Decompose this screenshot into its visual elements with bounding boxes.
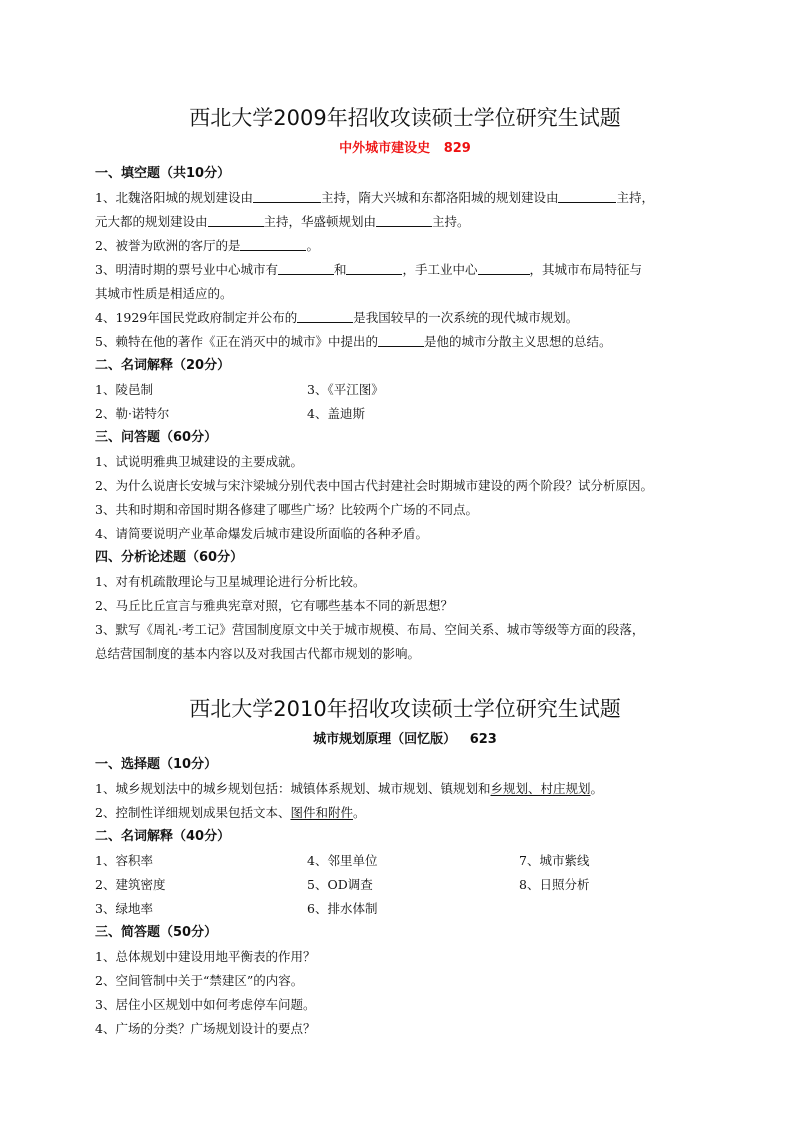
term-item xyxy=(519,897,715,921)
question-text: 主持，隋大兴城和东都洛阳城的规划建设由 xyxy=(320,190,559,205)
section-heading: 一、选择题（10分） xyxy=(95,757,218,772)
question-text: 和 xyxy=(333,262,347,277)
exam-subject: 城市规划原理（回忆版） 623 xyxy=(313,732,497,747)
question-text: 元大都的规划建设由 xyxy=(95,214,208,229)
answer-blank xyxy=(478,260,530,275)
answer-blank xyxy=(253,188,321,203)
answer-blank xyxy=(378,332,424,347)
question-item: 2、马丘比丘宣言与雅典宪章对照，它有哪些基本不同的新思想？ xyxy=(95,598,453,613)
question-text: 是他的城市分散主义思想的总结。 xyxy=(423,334,612,349)
question-text: 。 xyxy=(306,238,319,253)
exam-2009 xyxy=(95,100,715,666)
answer-blank xyxy=(558,188,616,203)
question-item: 1、试说明雅典卫城建设的主要成就。 xyxy=(95,454,303,469)
question-item xyxy=(95,258,715,306)
answer-blank xyxy=(240,236,306,251)
term-item: 6、排水体制 xyxy=(307,901,378,916)
section-heading: 一、填空题（共10分） xyxy=(95,166,231,181)
question-text: 其城市性质是相适应的。 xyxy=(95,286,233,301)
answer-blank xyxy=(278,260,334,275)
term-item: 4、邻里单位 xyxy=(307,853,378,868)
question-text: 是我国较早的一次系统的现代城市规划。 xyxy=(353,310,579,325)
question-item: 3、居住小区规划中如何考虑停车问题。 xyxy=(95,997,316,1012)
exam-subject: 中外城市建设史 829 xyxy=(339,141,471,156)
question-item: 3、默写《周礼·考工记》营国制度原文中关于城市规模、布局、空间关系、城市等级等方面的段落， xyxy=(95,622,645,637)
question-item xyxy=(95,234,715,258)
section-heading: 二、名词解释（40分） xyxy=(95,829,231,844)
question-text: 主持，华盛顿规划由 xyxy=(263,214,377,229)
answer-blank xyxy=(346,260,402,275)
question-item: 4、广场的分类？广场规划设计的要点？ xyxy=(95,1021,316,1036)
exam-title: 西北大学2010年招收攻读硕士学位研究生试题 xyxy=(189,697,621,721)
question-text: 。 xyxy=(352,805,366,820)
question-item xyxy=(95,306,715,330)
question-item: 2、空间管制中关于“禁建区”的内容。 xyxy=(95,973,304,988)
section-heading: 四、分析论述题（60分） xyxy=(95,550,244,565)
question-item xyxy=(95,330,715,354)
question-text: 1、城乡规划法中的城乡规划包括：城镇体系规划、城市规划、镇规划和 xyxy=(95,781,491,796)
question-item xyxy=(95,186,715,234)
term-item: 7、城市紫线 xyxy=(519,853,590,868)
question-item: 总结营国制度的基本内容以及对我国古代都市规划的影响。 xyxy=(95,646,421,661)
question-item: 3、共和时期和帝国时期各修建了哪些广场？比较两个广场的不同点。 xyxy=(95,502,478,517)
underlined-answer: 图件和附件 xyxy=(290,805,353,820)
term-item: 5、OD调查 xyxy=(307,877,373,892)
question-text: 2、被誉为欧洲的客厅的是 xyxy=(95,238,241,253)
term-item: 2、建筑密度 xyxy=(95,877,166,892)
term-item: 4、盖迪斯 xyxy=(307,406,365,421)
section-heading: 三、简答题（50分） xyxy=(95,925,218,940)
term-item: 8、日照分析 xyxy=(519,877,590,892)
question-text: 4、1929年国民党政府制定并公布的 xyxy=(95,310,298,325)
term-item: 1、陵邑制 xyxy=(95,382,153,397)
question-text: 3、明清时期的票号业中心城市有 xyxy=(95,262,278,277)
question-text: 1、北魏洛阳城的规划建设由 xyxy=(95,190,253,205)
term-list xyxy=(95,849,715,921)
question-text: ，其城市布局特征与 xyxy=(529,262,643,277)
section-heading: 三、问答题（60分） xyxy=(95,430,218,445)
term-item: 3、《平江图》 xyxy=(307,382,384,397)
term-item: 3、绿地率 xyxy=(95,901,153,916)
question-item: 2、为什么说唐长安城与宋汴梁城分别代表中国古代封建社会时期城市建设的两个阶段？试分析原因。 xyxy=(95,478,653,493)
underlined-answer: 乡规划、村庄规划 xyxy=(490,781,591,796)
question-item: 1、总体规划中建设用地平衡表的作用？ xyxy=(95,949,316,964)
question-text: 5、赖特在他的著作《正在消灭中的城市》中提出的 xyxy=(95,334,378,349)
answer-blank xyxy=(376,212,432,227)
question-item xyxy=(95,777,715,801)
question-text: 。 xyxy=(590,781,603,796)
question-text: 主持， xyxy=(616,190,654,205)
answer-blank xyxy=(297,308,353,323)
answer-blank xyxy=(208,212,264,227)
question-text: 主持。 xyxy=(432,214,470,229)
term-list xyxy=(95,378,715,426)
question-text: 2、控制性详细规划成果包括文本、 xyxy=(95,805,291,820)
term-item: 2、勒·诺特尔 xyxy=(95,406,170,421)
section-heading: 二、名词解释（20分） xyxy=(95,358,231,373)
exam-title: 西北大学2009年招收攻读硕士学位研究生试题 xyxy=(189,106,621,130)
exam-2010 xyxy=(95,691,715,1041)
question-item: 1、对有机疏散理论与卫星城理论进行分析比较。 xyxy=(95,574,366,589)
question-text: ，手工业中心 xyxy=(402,262,478,277)
term-item: 1、容积率 xyxy=(95,853,153,868)
question-item: 4、请简要说明产业革命爆发后城市建设所面临的各种矛盾。 xyxy=(95,526,428,541)
question-item xyxy=(95,801,715,825)
